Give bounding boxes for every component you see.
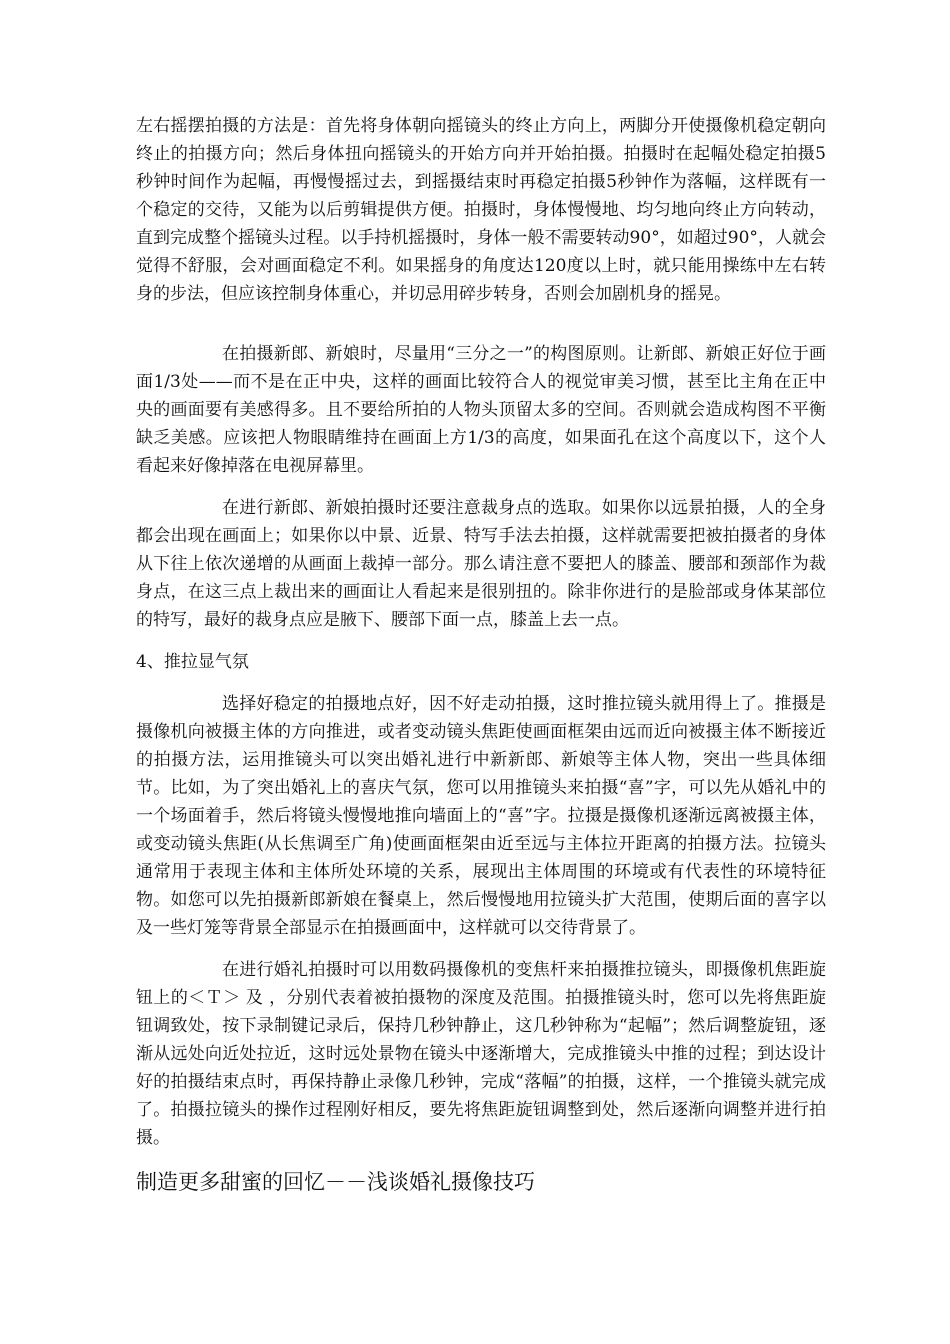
paragraph-spacer	[136, 480, 826, 494]
section-heading-push-pull: 4、推拉显气氛	[136, 652, 249, 672]
paragraph-composition-rule: 在拍摄新郎、新娘时，尽量用“三分之一”的构图原则。让新郎、新娘正好位于画面1/3处——而不是在正中央，这样的画面比较符合人的视觉审美习惯，甚至比主角在正中央的画面要有美感得多。且不要给所拍的人物头顶留太多的空间。否则就会造成构图不平衡缺乏美感。应该把人物眼睛维持在画面上方1/3的高度，如果面孔在这个高度以下，这个人看起来好像掉落在电视屏幕里。	[136, 344, 826, 476]
paragraph-spacer	[136, 1152, 826, 1166]
paragraph-push-pull: 选择好稳定的拍摄地点好，因不好走动拍摄，这时推拉镜头就用得上了。推摄是摄像机向被摄主体的方向推进，或者变动镜头焦距使画面框架由远而近向被摄主体不断接近的拍摄方法，运用推镜头可以突出婚礼进行中新新郎、新娘等主体人物，突出一些具体细节。比如，为了突出婚礼上的喜庆气氛，您可以用推镜头来拍摄“喜”字，可以先从婚礼中的一个场面着手，然后将镜头慢慢地推向墙面上的“喜”字。拉摄是摄像机逐渐远离被摄主体，或变动镜头焦距(从长焦调至广角)使画面框架由近至远与主体拉开距离的拍摄方法。拉镜头通常用于表现主体和主体所处环境的关系，展现出主体周围的环境或有代表性的环境特征物。如您可以先拍摄新郎新娘在餐桌上，然后慢慢地用拉镜头扩大范围，使期后面的喜字以及一些灯笼等背景全部显示在拍摄画面中，这样就可以交待背景了。	[136, 694, 826, 938]
document-title: 制造更多甜蜜的回忆－－浅谈婚礼摄像技巧	[136, 1170, 535, 1194]
paragraph-spacer	[136, 676, 826, 690]
paragraph-crop-points: 在进行新郎、新娘拍摄时还要注意裁身点的选取。如果你以远景拍摄，人的全身都会出现在画面上；如果你以中景、近景、特写手法去拍摄，这样就需要把被拍摄者的身体从下往上依次递增的从画面上裁掉一部分。那么请注意不要把人的膝盖、腰部和颈部作为裁身点，在这三点上裁出来的画面让人看起来是很别扭的。除非你进行的是脸部或身体某部位的特写，最好的裁身点应是腋下、腰部下面一点，膝盖上去一点。	[136, 498, 826, 630]
paragraph-spacer	[136, 942, 826, 956]
paragraph-panning-method: 左右摇摆拍摄的方法是：首先将身体朝向摇镜头的终止方向上，两脚分开使摄像机稳定朝向终止的拍摄方向；然后身体扭向摇镜头的开始方向并开始拍摄。拍摄时在起幅处稳定拍摄5秒钟时间作为起幅，再慢慢摇过去，到摇摄结束时再稳定拍摄5秒钟作为落幅，这样既有一个稳定的交待，又能为以后剪辑提供方便。拍摄时，身体慢慢地、均匀地向终止方向转动，直到完成整个摇镜头过程。以手持机摇摄时，身体一般不需要转动90°，如超过90°，人就会觉得不舒服，会对画面稳定不利。如果摇身的角度达120度以上时，就只能用操练中左右转身的步法，但应该控制身体重心，并切忌用碎步转身，否则会加剧机身的摇晃。	[136, 116, 826, 304]
paragraph-zoom-lever: 在进行婚礼拍摄时可以用数码摄像机的变焦杆来拍摄推拉镜头，即摄像机焦距旋钮上的＜Ｔ＞ 及 ，分别代表着被拍摄物的深度及范围。拍摄推镜头时，您可以先将焦距旋钮调致处，按下录制键记录后，保持几秒钟静止，这几秒钟称为“起幅”；然后调整旋钮，逐渐从远处向近处拉近，这时远处景物在镜头中逐渐增大，完成推镜头中推的过程；到达设计好的拍摄结束点时，再保持静止录像几秒钟，完成“落幅”的拍摄，这样，一个推镜头就完成了。拍摄拉镜头的操作过程刚好相反，要先将焦距旋钮调整到处，然后逐渐向调整并进行拍摄。	[136, 960, 826, 1148]
document-page	[136, 112, 826, 1198]
paragraph-spacer	[136, 308, 826, 340]
paragraph-spacer	[136, 634, 826, 648]
